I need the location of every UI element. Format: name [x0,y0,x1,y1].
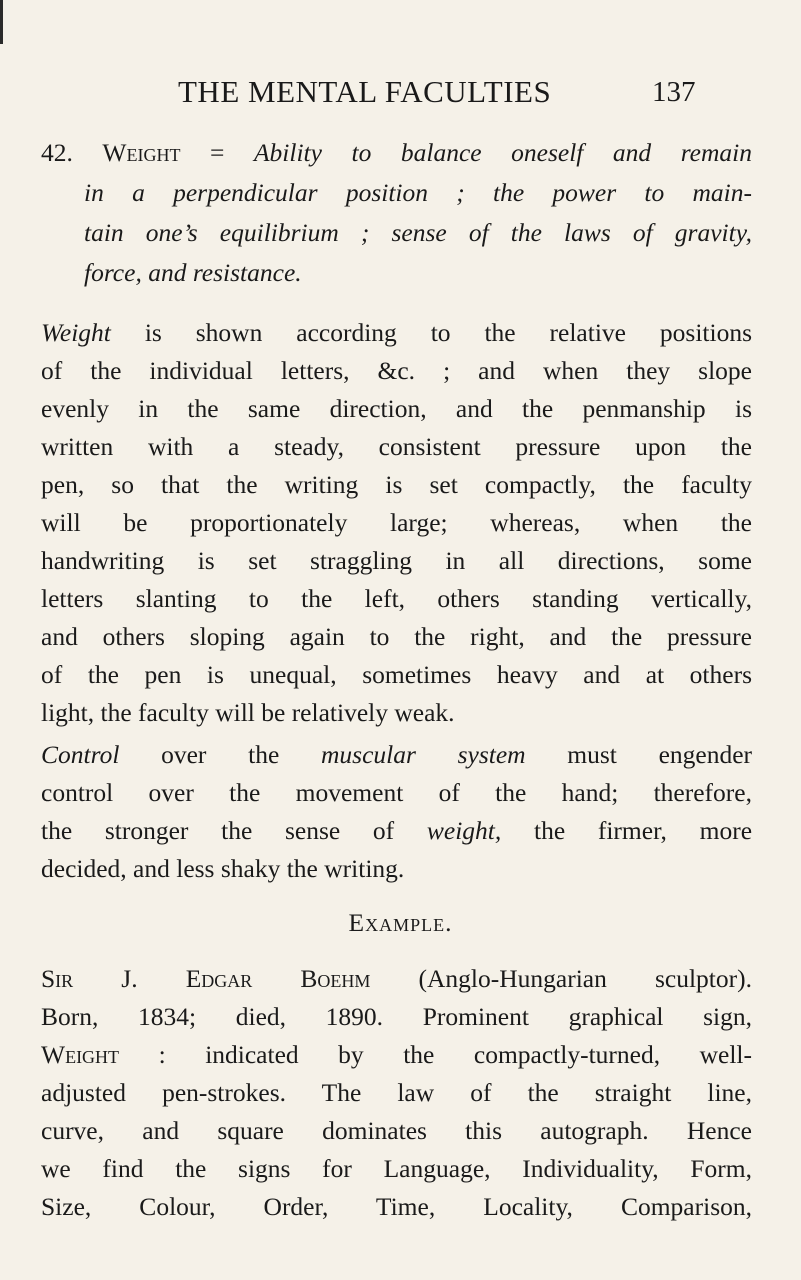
definition-equals: = [210,138,225,167]
paragraph1-text: is shown according to the relative positions [144,318,752,347]
paragraph2-lead-term: Control [41,740,120,769]
example-term: Weight [41,1040,120,1069]
paragraph1-line: written with a steady, consistent pressure upon the [41,432,752,461]
paragraph1-line: light, the faculty will be relatively weak. [41,698,455,727]
paragraph2-line-4: decided, and less shaky the writing. [41,854,405,883]
example-text: (Anglo-Hungarian sculptor). [418,964,752,993]
definition-term: Weight [102,138,181,167]
running-title: THE MENTAL FACULTIES [178,74,552,109]
paragraph2-term: muscular system [320,740,526,769]
paragraph2-text: the firmer, more [533,816,753,845]
example-line-3 [41,1040,752,1070]
paragraph1-line-1 [41,318,752,348]
example-line-1 [41,964,752,994]
example-line: adjusted pen-strokes. The law of the straight line, [41,1078,752,1107]
page-edge-mark [0,0,3,44]
paragraph2-text: the stronger the sense of [41,816,395,845]
example-line: curve, and square dominates this autograph. Hence [41,1116,752,1145]
definition-text: Ability to balance oneself and remain [253,138,752,167]
paragraph2-text: over the [161,740,280,769]
example-line: Size, Colour, Order, Time, Locality, Comparison, [41,1192,752,1221]
definition-line-4: force, and resistance. [84,258,302,287]
definition-line-2: in a perpendicular position ; the power to main- [84,178,752,207]
paragraph1-line: handwriting is set straggling in all directions, some [41,546,752,575]
definition-line-1 [41,138,752,168]
paragraph1-line: of the individual letters, &c. ; and when they slope [41,356,752,385]
example-heading: Example. [348,908,453,937]
paragraph2-line-3 [41,816,752,846]
example-line-2: Born, 1834; died, 1890. Prominent graphical sign, [41,1002,752,1031]
definition-line-3: tain one’s equilibrium ; sense of the laws of gravity, [84,218,752,247]
paragraph1-line: evenly in the same direction, and the penmanship is [41,394,752,423]
paragraph1-line: will be proportionately large; whereas, when the [41,508,752,537]
paragraph2-line-2: control over the movement of the hand; therefore, [41,778,752,807]
page-number: 137 [652,76,696,108]
definition-number: 42. [41,138,73,167]
paragraph2-text: must engender [567,740,753,769]
running-head [0,74,801,114]
paragraph1-lead-term: Weight [41,318,111,347]
paragraph1-line: letters slanting to the left, others standing vertically, [41,584,752,613]
paragraph2-term: weight, [426,816,502,845]
example-name: Sir J. Edgar Boehm [41,964,371,993]
paragraph2-line-1 [41,740,752,770]
paragraph1-line: of the pen is unequal, sometimes heavy and at others [41,660,752,689]
example-line: we find the signs for Language, Individuality, Form, [41,1154,752,1183]
example-text: : indicated by the compactly-turned, well- [158,1040,753,1069]
paragraph1-line: and others sloping again to the right, and the pressure [41,622,752,651]
paragraph1-line: pen, so that the writing is set compactly, the faculty [41,470,752,499]
